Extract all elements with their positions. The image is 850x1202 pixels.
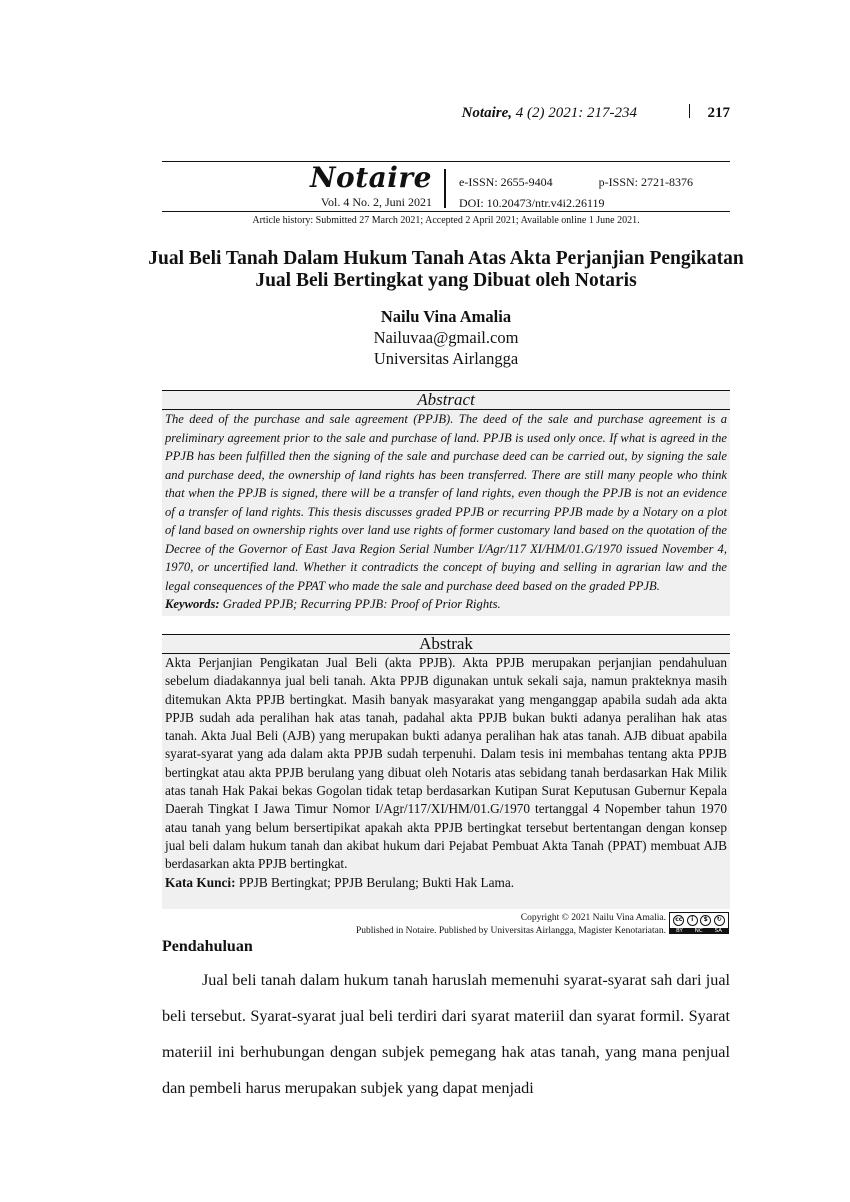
cc-by-icon: i [687, 915, 698, 926]
publisher-line: Published in Notaire. Published by Universitas Airlangga, Magister Kenotariatan. [355, 925, 666, 936]
abstrak-body [162, 654, 730, 892]
eissn: e-ISSN: 2655-9404 [459, 175, 553, 189]
copyright-line: Copyright © 2021 Nailu Vina Amalia. [520, 913, 666, 923]
abstract-text: The deed of the purchase and sale agreement (PPJB). The deed of the sale and purchase agreement is a preliminary agreement prior to the sale and purchase of land. PPJB is used only once. If what is agreed in the PPJB has been fulfilled then the signing of the sale and purchase deed can be carried out, by signing the sale and purchase deed, the ownership of land rights has been transferred. There are still many people who think that when the PPJB is signed, there will be a transfer of land rights, even though the PPJB is not an evidence of a transfer of land rights. This thesis discusses graded PPJB or recurring PPJB made by a Notary on a plot of land based on ownership rights over land use rights of former customary land based on the quotation of the Decree of the Governor of East Java Region Serial Number I/Agr/117 XI/HM/01.G/1970 issued November 4, 1970, or uncertified land. Whether it contradicts the concept of buying and selling in agrarian law and the legal consequences of the PPAT who made the sale and purchase deed based on the graded PPJB. [165, 412, 727, 593]
masthead-divider [444, 169, 446, 208]
keywords-text: Graded PPJB; Recurring PPJB: Proof of Prior Rights. [222, 597, 501, 611]
section-heading: Pendahuluan [162, 938, 253, 955]
cc-nc-icon: $ [700, 915, 711, 926]
abstract-english [162, 390, 730, 616]
license-nc: NC [694, 928, 703, 934]
copyright-notice [162, 912, 666, 937]
license-by: BY [675, 928, 683, 934]
license-sa: SA [714, 928, 723, 934]
abstract-indonesian [162, 634, 730, 909]
masthead-top-rule [162, 161, 730, 162]
running-head-separator [671, 104, 690, 118]
running-head [420, 104, 730, 126]
cc-sa-icon: ↻ [714, 915, 725, 926]
abstrak-heading: Abstrak [162, 635, 730, 654]
article-title: Jual Beli Tanah Dalam Hukum Tanah Atas Akta Perjanjian Pengikatan Jual Beli Bertingkat yang Dibuat oleh Notaris [148, 248, 744, 291]
cc-license-badge[interactable] [669, 912, 729, 934]
journal-logo [300, 163, 432, 210]
abstrak-text: Akta Perjanjian Pengikatan Jual Beli (akta PPJB). Akta PPJB merupakan perjanjian pendahuluan sebelum diadakannya jual beli tanah. Akta PPJB digunakan untuk sekali saja, namun prakteknya masih ditemukan Akta PPJB bertingkat. Masih banyak masyarakat yang menganggap apabila sudah ada akta PPJB sudah ada peralihan hak atas tanah, padahal akta PPJB bukan bukti adanya peralihan hak atas tanah. Akta Jual Beli (AJB) yang merupakan bukti adanya peralihan hak atas tanah. AJB dibuat apabila syarat-syarat yang ada dalam akta PPJB sudah terpenuhi. Dalam tesis ini membahas tentang akta PPJB bertingkat atau akta PPJB berulang yang dibuat oleh Notaris atas sebidang tanah berdasarkan Hak Milik atas tanah Hak Pakai bekas Gogolan tidak tetap berdasarkan Kutipan Surat Keputusan Gubernur Kepala Daerah Tingkat I Jawa Timur Nomor I/Agr/117/XI/HM/01.G/1970 tertanggal 4 Nopember tahun 1970 atau tanah yang belum bersertipikat apakah akta PPJB bertingkat tersebut bertentangan dengan konsep jual beli dalam hukum tanah dan akibat hukum dari Pejabat Pembuat Akta Tanah (PPAT) membuat AJB berdasarkan akta PPJB bertingkat. [165, 655, 727, 872]
doi-link[interactable]: DOI: 10.20473/ntr.v4i2.26119 [459, 196, 605, 210]
intro-paragraph: Jual beli tanah dalam hukum tanah haruslah memenuhi syarat-syarat sah dari jual beli tersebut. Syarat-syarat jual beli terdiri dari syarat materiil dan syarat formil. Syarat materiil ini berhubungan dengan subjek pemegang hak atas tanah, yang mana penjual dan pembeli harus merupakan subjek yang dapat menjadi [162, 971, 730, 1097]
abstract-body [162, 410, 730, 614]
page-number: 217 [707, 105, 730, 121]
kata-kunci-text: PPJB Bertingkat; PPJB Berulang; Bukti Hak Lama. [238, 874, 515, 890]
issn-block [459, 172, 729, 214]
author-email[interactable]: Nailuvaa@gmail.com [373, 328, 519, 347]
journal-logo-wordmark: Notaire [309, 161, 432, 194]
author-block [162, 306, 730, 369]
masthead-bottom-rule [162, 211, 730, 212]
abstract-heading: Abstract [162, 391, 730, 410]
author-affiliation: Universitas Airlangga [373, 349, 519, 368]
article-history: Article history: Submitted 27 March 2021; Accepted 2 April 2021; Available online 1 June 2021. [252, 215, 640, 226]
volume-info: Vol. 4 No. 2, Juni 2021 [320, 195, 432, 209]
kata-kunci-label: Kata Kunci: [165, 874, 236, 890]
keywords-label: Keywords: [165, 597, 220, 611]
author-name: Nailu Vina Amalia [380, 307, 512, 326]
cc-icon: cc [673, 915, 684, 926]
pissn: p-ISSN: 2721-8376 [598, 175, 693, 189]
running-head-journal: Notaire, [461, 105, 513, 121]
running-head-citation: 4 (2) 2021: 217-234 [515, 105, 637, 121]
